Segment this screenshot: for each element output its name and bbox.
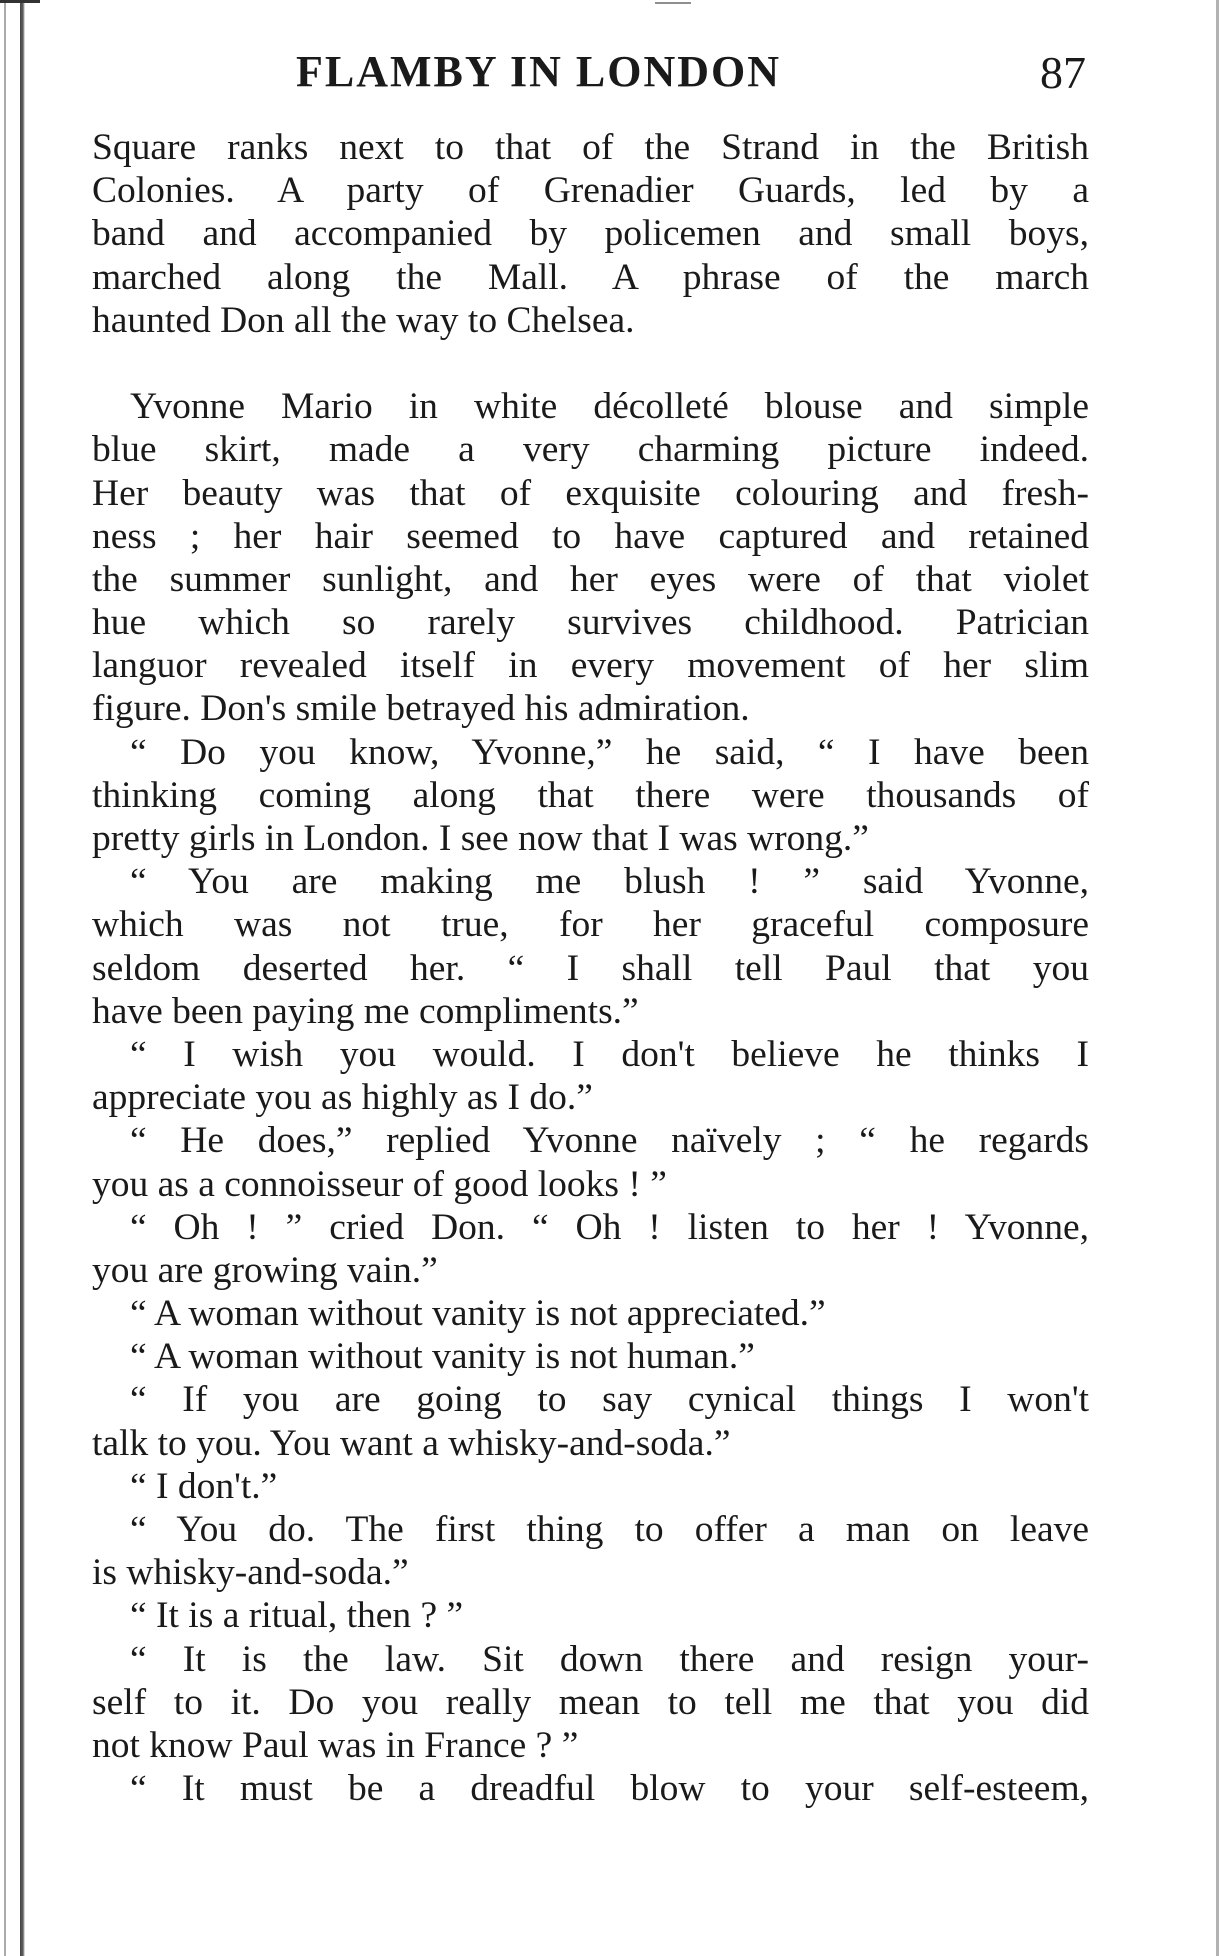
text-line: “ It is a ritual, then ? ” [130,1595,464,1637]
text-line: self to it. Do you really mean to tell me that you did [92,1681,1089,1723]
running-title: FLAMBY IN LONDON [296,47,782,96]
text-line: “ He does,” replied Yvonne naïvely ; “ he regards [130,1120,1089,1162]
running-header [0,46,1219,106]
body-text [92,126,1089,1810]
text-line: languor revealed itself in every movement of her slim [92,645,1089,687]
text-line: is whisky-and-soda.” [92,1552,409,1594]
text-line: Her beauty was that of exquisite colouring and fresh- [92,472,1089,514]
text-line: Yvonne Mario in white décolleté blouse and simple [130,386,1089,428]
text-line: Square ranks next to that of the Strand in the British [92,127,1089,168]
text-line: “ You do. The first thing to offer a man on leave [130,1509,1089,1550]
text-line: the summer sunlight, and her eyes were of that violet [92,558,1089,600]
text-line: seldom deserted her. “ I shall tell Paul that you [92,947,1089,989]
text-line: pretty girls in London. I see now that I was wrong.” [92,818,869,859]
scan-edge-binding [20,0,25,1956]
page-number: 87 [1040,47,1086,98]
text-line: Colonies. A party of Grenadier Guards, led by a [92,170,1089,212]
text-line: you as a connoisseur of good looks ! ” [92,1163,667,1205]
text-line: marched along the Mall. A phrase of the march [92,256,1089,298]
text-line: have been paying me compliments.” [92,990,639,1032]
text-line: “ I don't.” [130,1465,278,1507]
text-line: thinking coming along that there were thousands of [92,774,1089,816]
text-line: “ A woman without vanity is not appreciated.” [130,1293,826,1335]
text-line: you are growing vain.” [92,1249,438,1291]
text-line: hue which so rarely survives childhood. Patrician [92,602,1089,644]
text-line: appreciate you as highly as I do.” [92,1077,593,1119]
text-line: which was not true, for her graceful composure [92,904,1089,946]
text-line: “ A woman without vanity is not human.” [130,1336,755,1378]
text-line: figure. Don's smile betrayed his admiration. [92,688,750,730]
text-line: “ It is the law. Sit down there and resign your- [130,1638,1089,1680]
scan-edge-top [0,0,40,3]
text-line: haunted Don all the way to Chelsea. [92,299,635,341]
text-line: “ It must be a dreadful blow to your self-esteem, [130,1768,1089,1810]
text-line: “ Oh ! ” cried Don. “ Oh ! listen to her ! Yvonne, [130,1206,1089,1248]
section-break [92,342,1089,385]
text-line: not know Paul was in France ? ” [92,1724,579,1766]
text-line: talk to you. You want a whisky-and-soda.” [92,1422,731,1464]
text-line: ness ; her hair seemed to have captured and retained [92,515,1089,557]
text-line: “ If you are going to say cynical things I won't [130,1379,1089,1421]
text-line: “ You are making me blush ! ” said Yvonne, [130,861,1089,903]
scan-edge-outer [4,0,6,1956]
text-line: “ Do you know, Yvonne,” he said, “ I have been [130,731,1089,773]
text-line: blue skirt, made a very charming picture indeed. [92,429,1089,471]
scan-mark-top [655,2,691,4]
text-line: band and accompanied by policemen and small boys, [92,213,1089,255]
text-line: “ I wish you would. I don't believe he thinks I [130,1033,1089,1075]
